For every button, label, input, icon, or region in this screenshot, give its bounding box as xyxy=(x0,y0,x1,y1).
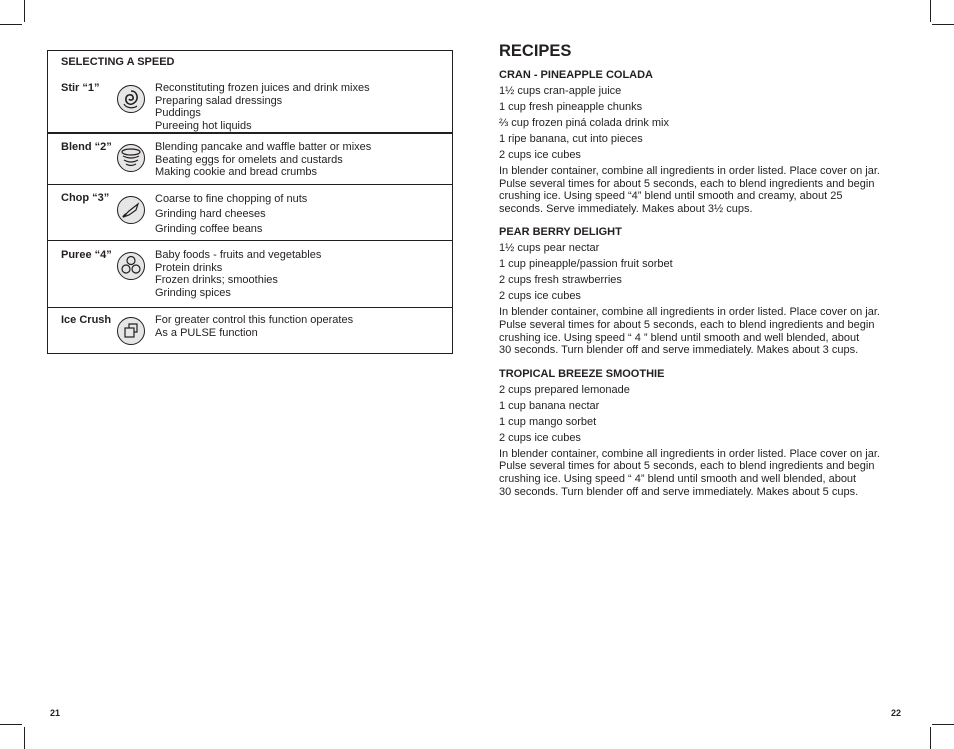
instruction-line: crushing ice. Using speed “ 4” blend until smooth and well blended, about xyxy=(499,472,857,485)
ingredient: 2 cups ice cubes xyxy=(499,149,581,161)
recipe-name: CRAN - PINEAPPLE COLADA xyxy=(499,69,654,81)
speed-name: Puree “4” xyxy=(61,249,112,261)
recipe-instructions xyxy=(499,448,909,498)
ingredient: 2 cups fresh strawberries xyxy=(499,274,622,287)
recipe-name: PEAR BERRY DELIGHT xyxy=(499,226,622,239)
instruction-line: In blender container, combine all ingredients in order listed. Place cover on jar. xyxy=(499,306,880,319)
speed-name: Ice Crush xyxy=(61,314,112,326)
ingredient: 1½ cups pear nectar xyxy=(499,242,600,255)
page-number-right: 22 xyxy=(891,708,902,718)
speed-name: Stir “1” xyxy=(61,82,100,94)
ingredient: 2 cups prepared lemonade xyxy=(499,383,630,396)
ingredient: 2 cups ice cubes xyxy=(499,290,581,303)
speed-description xyxy=(155,314,353,339)
speed-description xyxy=(155,141,371,179)
recipe-pear-berry-delight xyxy=(499,224,909,356)
description-line: Pureeing hot liquids xyxy=(155,119,252,132)
speed-table xyxy=(47,50,453,354)
description-line: Frozen drinks; smoothies xyxy=(155,274,278,286)
description-line: Coarse to fine chopping of nuts xyxy=(155,193,308,205)
description-line: Grinding spices xyxy=(155,286,231,299)
recipe-instructions xyxy=(499,165,909,215)
ice-crush-icon xyxy=(116,316,146,346)
ingredient: 1 cup fresh pineapple chunks xyxy=(499,101,643,113)
recipe-tropical-breeze-smoothie xyxy=(499,366,909,498)
instruction-line: In blender container, combine all ingredients in order listed. Place cover on jar. xyxy=(499,165,880,177)
instruction-line: Pulse several times for about 5 seconds, each to blend ingredients and begin xyxy=(499,318,875,331)
crop-mark xyxy=(930,0,931,22)
stir-icon xyxy=(116,84,146,114)
description-line: Grinding hard cheeses xyxy=(155,208,266,220)
ingredient: 1½ cups cran-apple juice xyxy=(499,85,622,97)
ingredient: 1 ripe banana, cut into pieces xyxy=(499,133,643,145)
instruction-line: crushing ice. Using speed “ 4 ” blend until smooth and well blended, about xyxy=(499,331,860,344)
description-line: Grinding coffee beans xyxy=(155,223,263,235)
crop-mark xyxy=(24,0,25,22)
crop-mark xyxy=(930,727,931,749)
speed-row-stir xyxy=(48,71,452,133)
crop-mark xyxy=(24,727,25,749)
table-title: SELECTING A SPEED xyxy=(61,56,175,68)
description-line: Blending pancake and waffle batter or mixes xyxy=(155,141,372,153)
recipe-name: TROPICAL BREEZE SMOOTHIE xyxy=(499,367,665,380)
instruction-line: In blender container, combine all ingredients in order listed. Place cover on jar. xyxy=(499,447,880,460)
recipe-cran-pineapple-colada xyxy=(499,67,909,215)
ingredient: 1 cup pineapple/passion fruit sorbet xyxy=(499,258,673,271)
description-line: Making cookie and bread crumbs xyxy=(155,166,318,178)
speed-name: Blend “2” xyxy=(61,141,112,153)
ingredient: 1 cup mango sorbet xyxy=(499,415,597,428)
description-line: Reconstituting frozen juices and drink mixes xyxy=(155,82,370,94)
description-line: As a PULSE function xyxy=(155,326,258,339)
speed-description xyxy=(155,249,321,299)
instruction-line: crushing ice. Using speed “4” blend until smooth and creamy, about 25 xyxy=(499,190,843,203)
speed-description xyxy=(155,192,307,237)
speed-row-chop xyxy=(48,184,452,240)
page-number-left: 21 xyxy=(50,708,61,718)
crop-mark xyxy=(0,24,22,25)
description-line: Baby foods - fruits and vegetables xyxy=(155,249,322,261)
description-line: Preparing salad dressings xyxy=(155,94,283,107)
chop-icon xyxy=(116,195,146,225)
crop-mark xyxy=(0,724,22,725)
description-line: For greater control this function operates xyxy=(155,314,354,326)
speed-name: Chop “3” xyxy=(61,192,110,204)
description-line: Beating eggs for omelets and custards xyxy=(155,153,343,166)
speed-row-blend xyxy=(48,133,452,184)
ingredient: ⅔ cup frozen piná colada drink mix xyxy=(499,117,669,129)
recipe-instructions xyxy=(499,306,909,356)
blend-icon xyxy=(116,143,146,173)
instruction-line: 30 seconds. Turn blender off and serve immediately. Makes about 5 cups. xyxy=(499,485,859,498)
instruction-line: 30 seconds. Turn blender off and serve immediately. Makes about 3 cups. xyxy=(499,344,859,357)
description-line: Puddings xyxy=(155,107,201,119)
instruction-line: seconds. Serve immediately. Makes about 3½ cups. xyxy=(499,202,753,215)
ingredient: 2 cups ice cubes xyxy=(499,431,581,444)
description-line: Protein drinks xyxy=(155,261,223,274)
ingredient: 1 cup banana nectar xyxy=(499,399,600,412)
instruction-line: Pulse several times for about 5 seconds, each to blend ingredients and begin xyxy=(499,460,875,473)
speed-row-puree xyxy=(48,240,452,307)
instruction-line: Pulse several times for about 5 seconds, each to blend ingredients and begin xyxy=(499,177,875,190)
recipes-title: RECIPES xyxy=(499,42,572,60)
speed-description xyxy=(155,82,370,132)
speed-row-ice-crush xyxy=(48,307,452,353)
crop-mark xyxy=(932,724,954,725)
recipes-section xyxy=(499,42,909,498)
crop-mark xyxy=(932,24,954,25)
puree-icon xyxy=(116,251,146,281)
